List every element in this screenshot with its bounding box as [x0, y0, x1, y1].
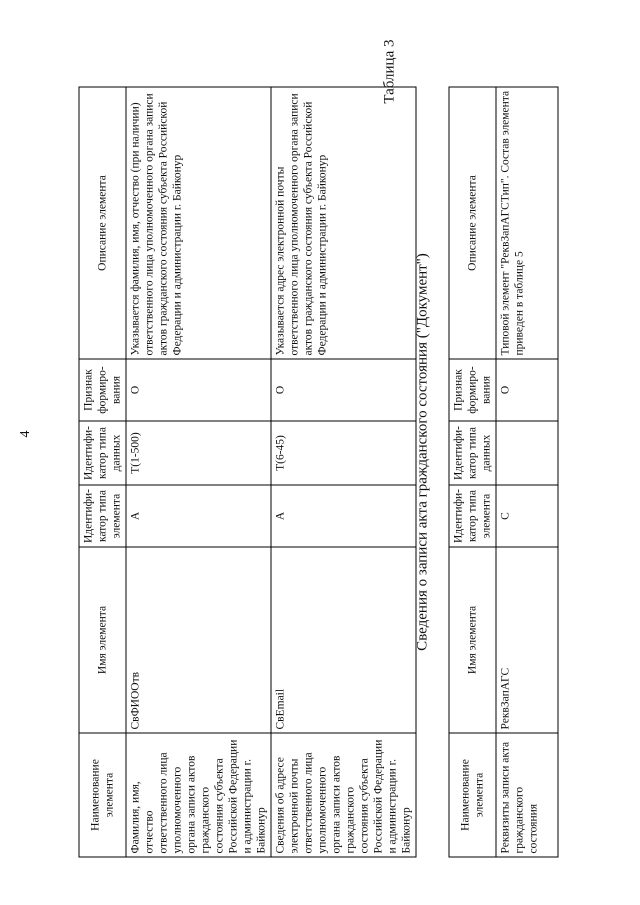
- page-number: 4: [18, 430, 33, 438]
- table-row: [126, 87, 271, 857]
- elements-table-continued: [79, 87, 417, 858]
- table-cell: Указывается адрес электронной почты ответственного лица уполномоченного органа записи актов гражданского состояния субъекта Российской Федерации и администрации г. Байконур: [271, 87, 416, 359]
- table-caption: Сведения о записи акта гражданского состояния ("Документ"): [414, 253, 431, 651]
- table-cell: С: [496, 485, 558, 547]
- table-cell: Реквизиты записи акта гражданского состояния: [496, 733, 558, 857]
- header-cell: Признак формиро-вания: [449, 359, 496, 421]
- table-cell: РеквЗапАГС: [496, 547, 558, 733]
- header-cell: Идентифи-катор типа элемента: [79, 485, 126, 547]
- header-cell: Наименование элемента: [79, 733, 126, 857]
- table-header-row: [79, 87, 126, 857]
- header-cell: Идентифи-катор типа элемента: [449, 485, 496, 547]
- table-cell: Типовой элемент "РеквЗапАГСТип". Состав элемента приведен в таблице 5: [496, 87, 558, 359]
- header-cell: Имя элемента: [449, 547, 496, 733]
- table-cell: СвФИООтв: [126, 547, 271, 733]
- table-cell: Указывается фамилия, имя, отчество (при наличии) ответственного лица уполномоченного органа записи актов гражданского состояния субъекта Российской Федерации и администрации г. Байконур: [126, 87, 271, 359]
- table-cell: Т(1-500): [126, 421, 271, 485]
- table-cell: [496, 421, 558, 485]
- header-cell: Наименование элемента: [449, 733, 496, 857]
- header-cell: Описание элемента: [449, 87, 496, 359]
- table-cell: О: [496, 359, 558, 421]
- table-cell: Фамилия, имя, отчество ответственного лица уполномоченного органа записи актов гражданского состояния субъекта Российской Федерации и администрации г. Байконур: [126, 733, 271, 857]
- table-cell: Т(6-45): [271, 421, 416, 485]
- document-elements-table: [449, 87, 559, 858]
- table-header-row: [449, 87, 496, 857]
- header-cell: Идентифи-катор типа данных: [449, 421, 496, 485]
- table-cell: А: [271, 485, 416, 547]
- header-cell: Признак формиро-вания: [79, 359, 126, 421]
- table-cell: Сведения об адресе электронной почты ответственного лица уполномоченного органа записи актов гражданского состояния субъекта Российской Федерации и администрации г. Байконур: [271, 733, 416, 857]
- rotated-content: [21, 30, 621, 875]
- table-cell: А: [126, 485, 271, 547]
- table-cell: О: [126, 359, 271, 421]
- table-number: Таблица 3: [381, 39, 398, 104]
- table-row: [271, 87, 416, 857]
- table-row: [496, 87, 558, 857]
- header-cell: Идентифи-катор типа данных: [79, 421, 126, 485]
- table-cell: О: [271, 359, 416, 421]
- header-cell: Имя элемента: [79, 547, 126, 733]
- header-cell: Описание элемента: [79, 87, 126, 359]
- table-cell: СвEmail: [271, 547, 416, 733]
